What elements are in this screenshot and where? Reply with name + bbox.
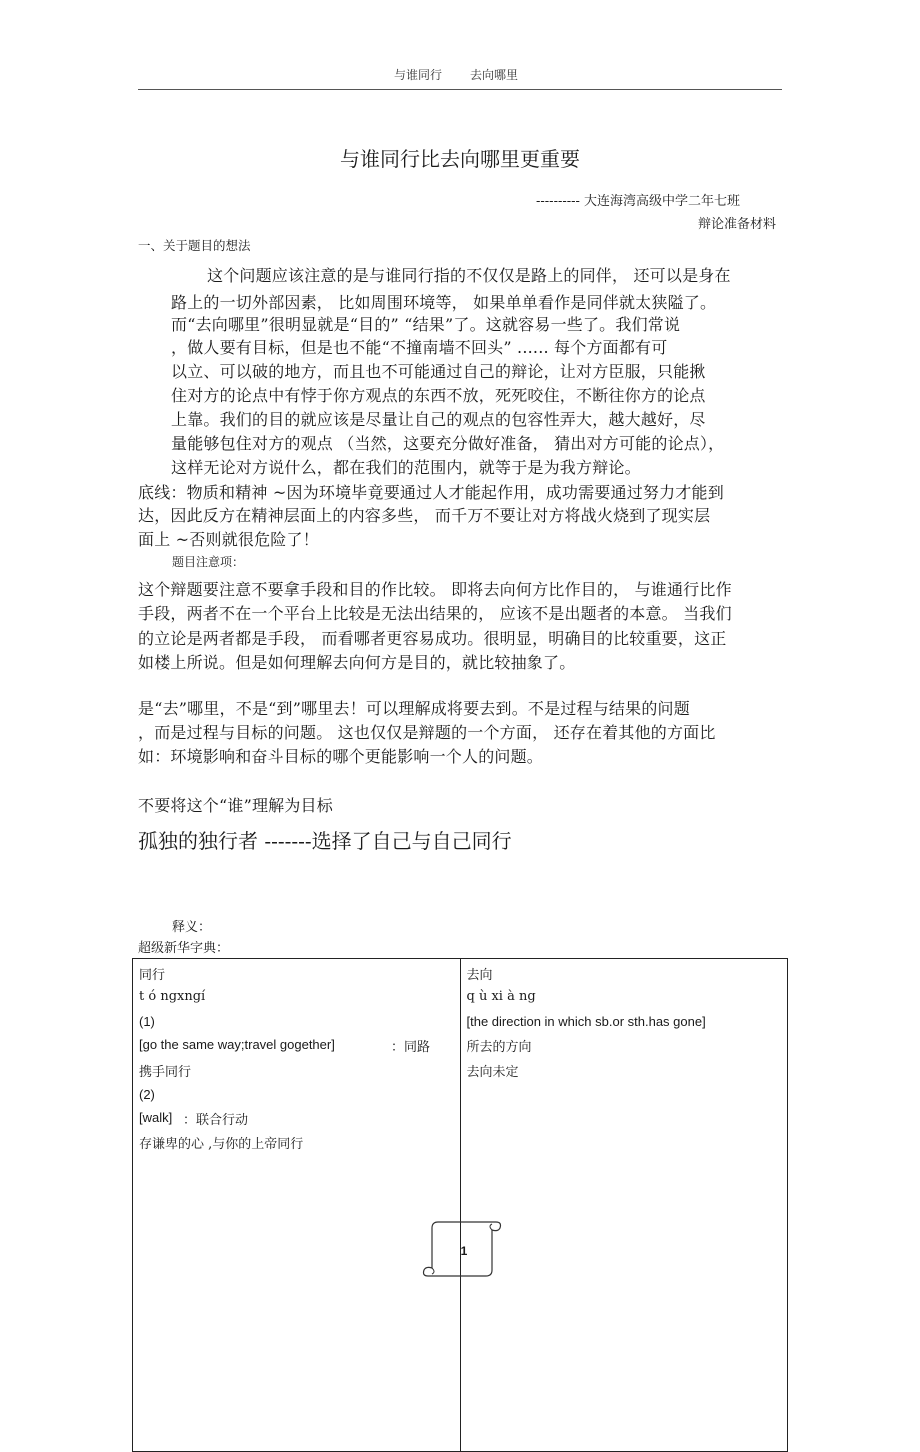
para1-line: ，做人要有目标，但是也不能“不撞南墙不回头” ...... 每个方面都有可 <box>171 338 668 357</box>
para1-line: 这个问题应该注意的是与谁同行指的不仅仅是路上的同伴， 还可以是身在 <box>207 266 731 285</box>
sense-english: [the direction in which sb.or sth.has gone] <box>466 1014 706 1029</box>
para3-line: 手段，两者不在一个平台上比较是无法出结果的， 应该不是出题者的本意。 当我们 <box>138 604 732 623</box>
who-note: 不要将这个“谁”理解为目标 <box>138 796 333 815</box>
notice-label: 题目注意项： <box>172 555 245 569</box>
example-phrase: 存谦卑的心 ,与你的上帝同行 <box>139 1137 304 1152</box>
subtitle-school: ---------- 大连海湾高级中学二年七班 <box>536 194 741 209</box>
page-number: 1 <box>460 1244 468 1258</box>
para2-line: 达，因此反方在精神层面上的内容多些， 而千万不要让对方将战火烧到了现实层 <box>138 506 711 525</box>
para4-line: 是“去”哪里，不是“到”哪里去！可以理解成将要去到。不是过程与结果的问题 <box>138 699 690 718</box>
para1-line: 而“去向哪里”很明显就是“目的” “结果”了。这就容易一些了。我们常说 <box>171 315 681 334</box>
entry-word: 去向 <box>466 968 493 983</box>
lonely-traveler-line: 孤独的独行者 -------选择了自己与自己同行 <box>138 829 512 853</box>
para1-line: 住对方的论点中有悖于你方观点的东西不放，死死咬住，不断往你方的论点 <box>171 386 706 405</box>
page-title: 与谁同行比去向哪里更重要 <box>340 147 580 171</box>
sense-gloss: ：同路 <box>391 1040 431 1055</box>
definition-cell-tongxing <box>133 959 461 1452</box>
sense-english: [go the same way;travel gogether] <box>139 1037 335 1052</box>
dictionary-label: 超级新华字典： <box>138 941 230 956</box>
definition-label: 释义： <box>172 920 212 935</box>
sense-english: [walk] <box>139 1110 173 1125</box>
entry-pinyin: q ù xi à ng <box>466 989 536 1004</box>
header-divider <box>138 89 782 90</box>
sense-chinese: 所去的方向 <box>466 1040 532 1055</box>
sense-number: (1) <box>139 1014 155 1029</box>
example-phrase: 去向未定 <box>466 1065 519 1080</box>
section-heading: 一、关于题目的想法 <box>138 238 251 253</box>
para1-line: 量能够包住对方的观点 （当然，这要充分做好准备， 猜出对方可能的论点）， <box>171 434 725 453</box>
para1-line: 这样无论对方说什么，都在我们的范围内，就等于是为我方辩论。 <box>171 458 641 477</box>
para2-line: 面上 ~否则就很危险了！ <box>138 530 319 549</box>
sense-number: (2) <box>139 1087 155 1102</box>
entry-word: 同行 <box>139 968 166 983</box>
para1-line: 以立、可以破的地方，而且也不可能通过自己的辩论，让对方臣服，只能揪 <box>171 362 706 381</box>
sense-gloss: ：联合行动 <box>183 1113 249 1128</box>
header-right: 去向哪里 <box>470 68 519 82</box>
subtitle-material: 辩论准备材料 <box>698 217 777 232</box>
definition-cell-quxiang <box>460 959 788 1452</box>
para1-line: 路上的一切外部因素， 比如周围环境等， 如果单单看作是同伴就太狭隘了。 <box>171 293 717 312</box>
para4-line: ，而是过程与目标的问题。 这也仅仅是辩题的一个方面， 还存在着其他的方面比 <box>138 723 716 742</box>
example-phrase: 携手同行 <box>139 1065 192 1080</box>
definition-table <box>132 958 788 1452</box>
para2-line: 底线：物质和精神 ~因为环境毕竟要通过人才能起作用，成功需要通过努力才能到 <box>138 483 724 502</box>
header-left: 与谁同行 <box>394 68 443 82</box>
para3-line: 这个辩题要注意不要拿手段和目的作比较。 即将去向何方比作目的， 与谁通行比作 <box>138 580 732 599</box>
para1-line: 上靠。我们的目的就应该是尽量让自己的观点的包容性弄大，越大越好，尽 <box>171 410 706 429</box>
para4-line: 如：环境影响和奋斗目标的哪个更能影响一个人的问题。 <box>138 747 544 766</box>
para3-line: 如楼上所说。但是如何理解去向何方是目的，就比较抽象了。 <box>138 653 576 672</box>
para3-line: 的立论是两者都是手段， 而看哪者更容易成功。很明显，明确目的比较重要，这正 <box>138 629 727 648</box>
entry-pinyin: t ó ngxngí <box>139 989 206 1004</box>
